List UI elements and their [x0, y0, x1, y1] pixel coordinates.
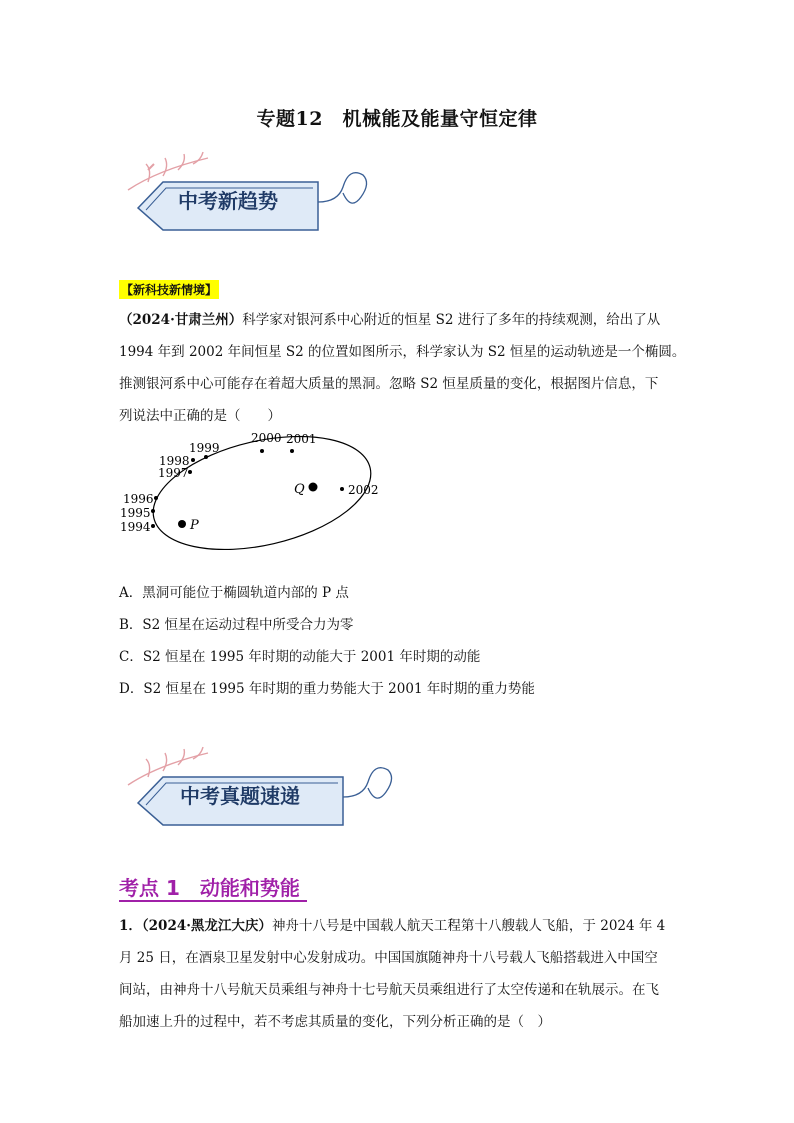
year-label: 1997 [158, 466, 189, 480]
point-q-marker [309, 483, 318, 492]
star-point-1998 [191, 458, 195, 462]
page-title: 专题12 机械能及能量守恒定律 [256, 108, 538, 130]
point-p-label: P [190, 518, 199, 533]
question-line: 科学家对银河系中心附近的恒星 S2 进行了多年的持续观测，给出了从 [242, 312, 661, 328]
star-point-1995 [151, 509, 155, 513]
year-label: 1999 [189, 441, 220, 455]
star-point-1994 [151, 524, 155, 528]
banner-title: 中考新趋势 [178, 189, 278, 213]
star-point-2001 [290, 449, 294, 453]
point-p-marker [178, 520, 186, 528]
question-number: 1． [119, 918, 142, 934]
option-c: C．S2 恒星在 1995 年时期的动能大于 2001 年时期的动能 [119, 649, 481, 665]
year-label: 1998 [159, 454, 190, 468]
question-line: 列说法中正确的是（ ） [119, 408, 281, 424]
star-point-1997 [188, 470, 192, 474]
year-label: 1996 [123, 492, 154, 506]
option-a: A．黑洞可能位于椭圆轨道内部的 P 点 [119, 585, 349, 601]
question-line: 船加速上升的过程中，若不考虑其质量的变化，下列分析正确的是（ ） [119, 1014, 551, 1030]
star-point-1999 [204, 455, 208, 459]
section-banner-trend [118, 150, 398, 240]
star-point-1996 [154, 496, 158, 500]
star-point-2000 [260, 449, 264, 453]
question-line: 间站，由神舟十八号航天员乘组与神舟十七号航天员乘组进行了太空传递和在轨展示。在飞 [119, 982, 659, 998]
squiggle-icon [343, 768, 392, 798]
option-b: B．S2 恒星在运动过程中所受合力为零 [119, 617, 354, 633]
question-line: 1994 年到 2002 年间恒星 S2 的位置如图所示，科学家认为 S2 恒星的运动轨迹是一个椭圆。 [119, 344, 686, 360]
question-source: （2024·黑龙江大庆） [141, 918, 272, 934]
topic-heading: 考点 1 动能和势能 [119, 876, 300, 900]
year-label: 1995 [120, 506, 151, 520]
banner-title: 中考真题速递 [180, 784, 300, 808]
question-line: 月 25 日，在酒泉卫星发射中心发射成功。中国国旗随神舟十八号载人飞船搭载进入中国空 [119, 950, 658, 966]
question-intro [119, 304, 686, 432]
year-label: 2001 [286, 432, 317, 446]
question-1 [119, 910, 679, 1038]
orbit-figure [115, 425, 395, 550]
section-tag: 【新科技新情境】 [119, 280, 219, 299]
year-label: 2000 [251, 431, 282, 445]
topic-underline [119, 900, 307, 902]
question-source: （2024·甘肃兰州） [119, 312, 243, 328]
point-q-label: Q [294, 482, 305, 497]
year-label: 2002 [348, 483, 379, 497]
star-point-2002 [340, 487, 344, 491]
question-line: 推测银河系中心可能存在着超大质量的黑洞。忽略 S2 恒星质量的变化，根据图片信息，下 [119, 376, 659, 392]
question-line: 神舟十八号是中国载人航天工程第十八艘载人飞船，于 2024 年 4 [271, 918, 666, 934]
option-d: D．S2 恒星在 1995 年时期的重力势能大于 2001 年时期的重力势能 [119, 681, 535, 697]
section-banner-real-exam [118, 745, 398, 835]
year-label: 1994 [120, 520, 151, 534]
squiggle-icon [318, 173, 367, 203]
